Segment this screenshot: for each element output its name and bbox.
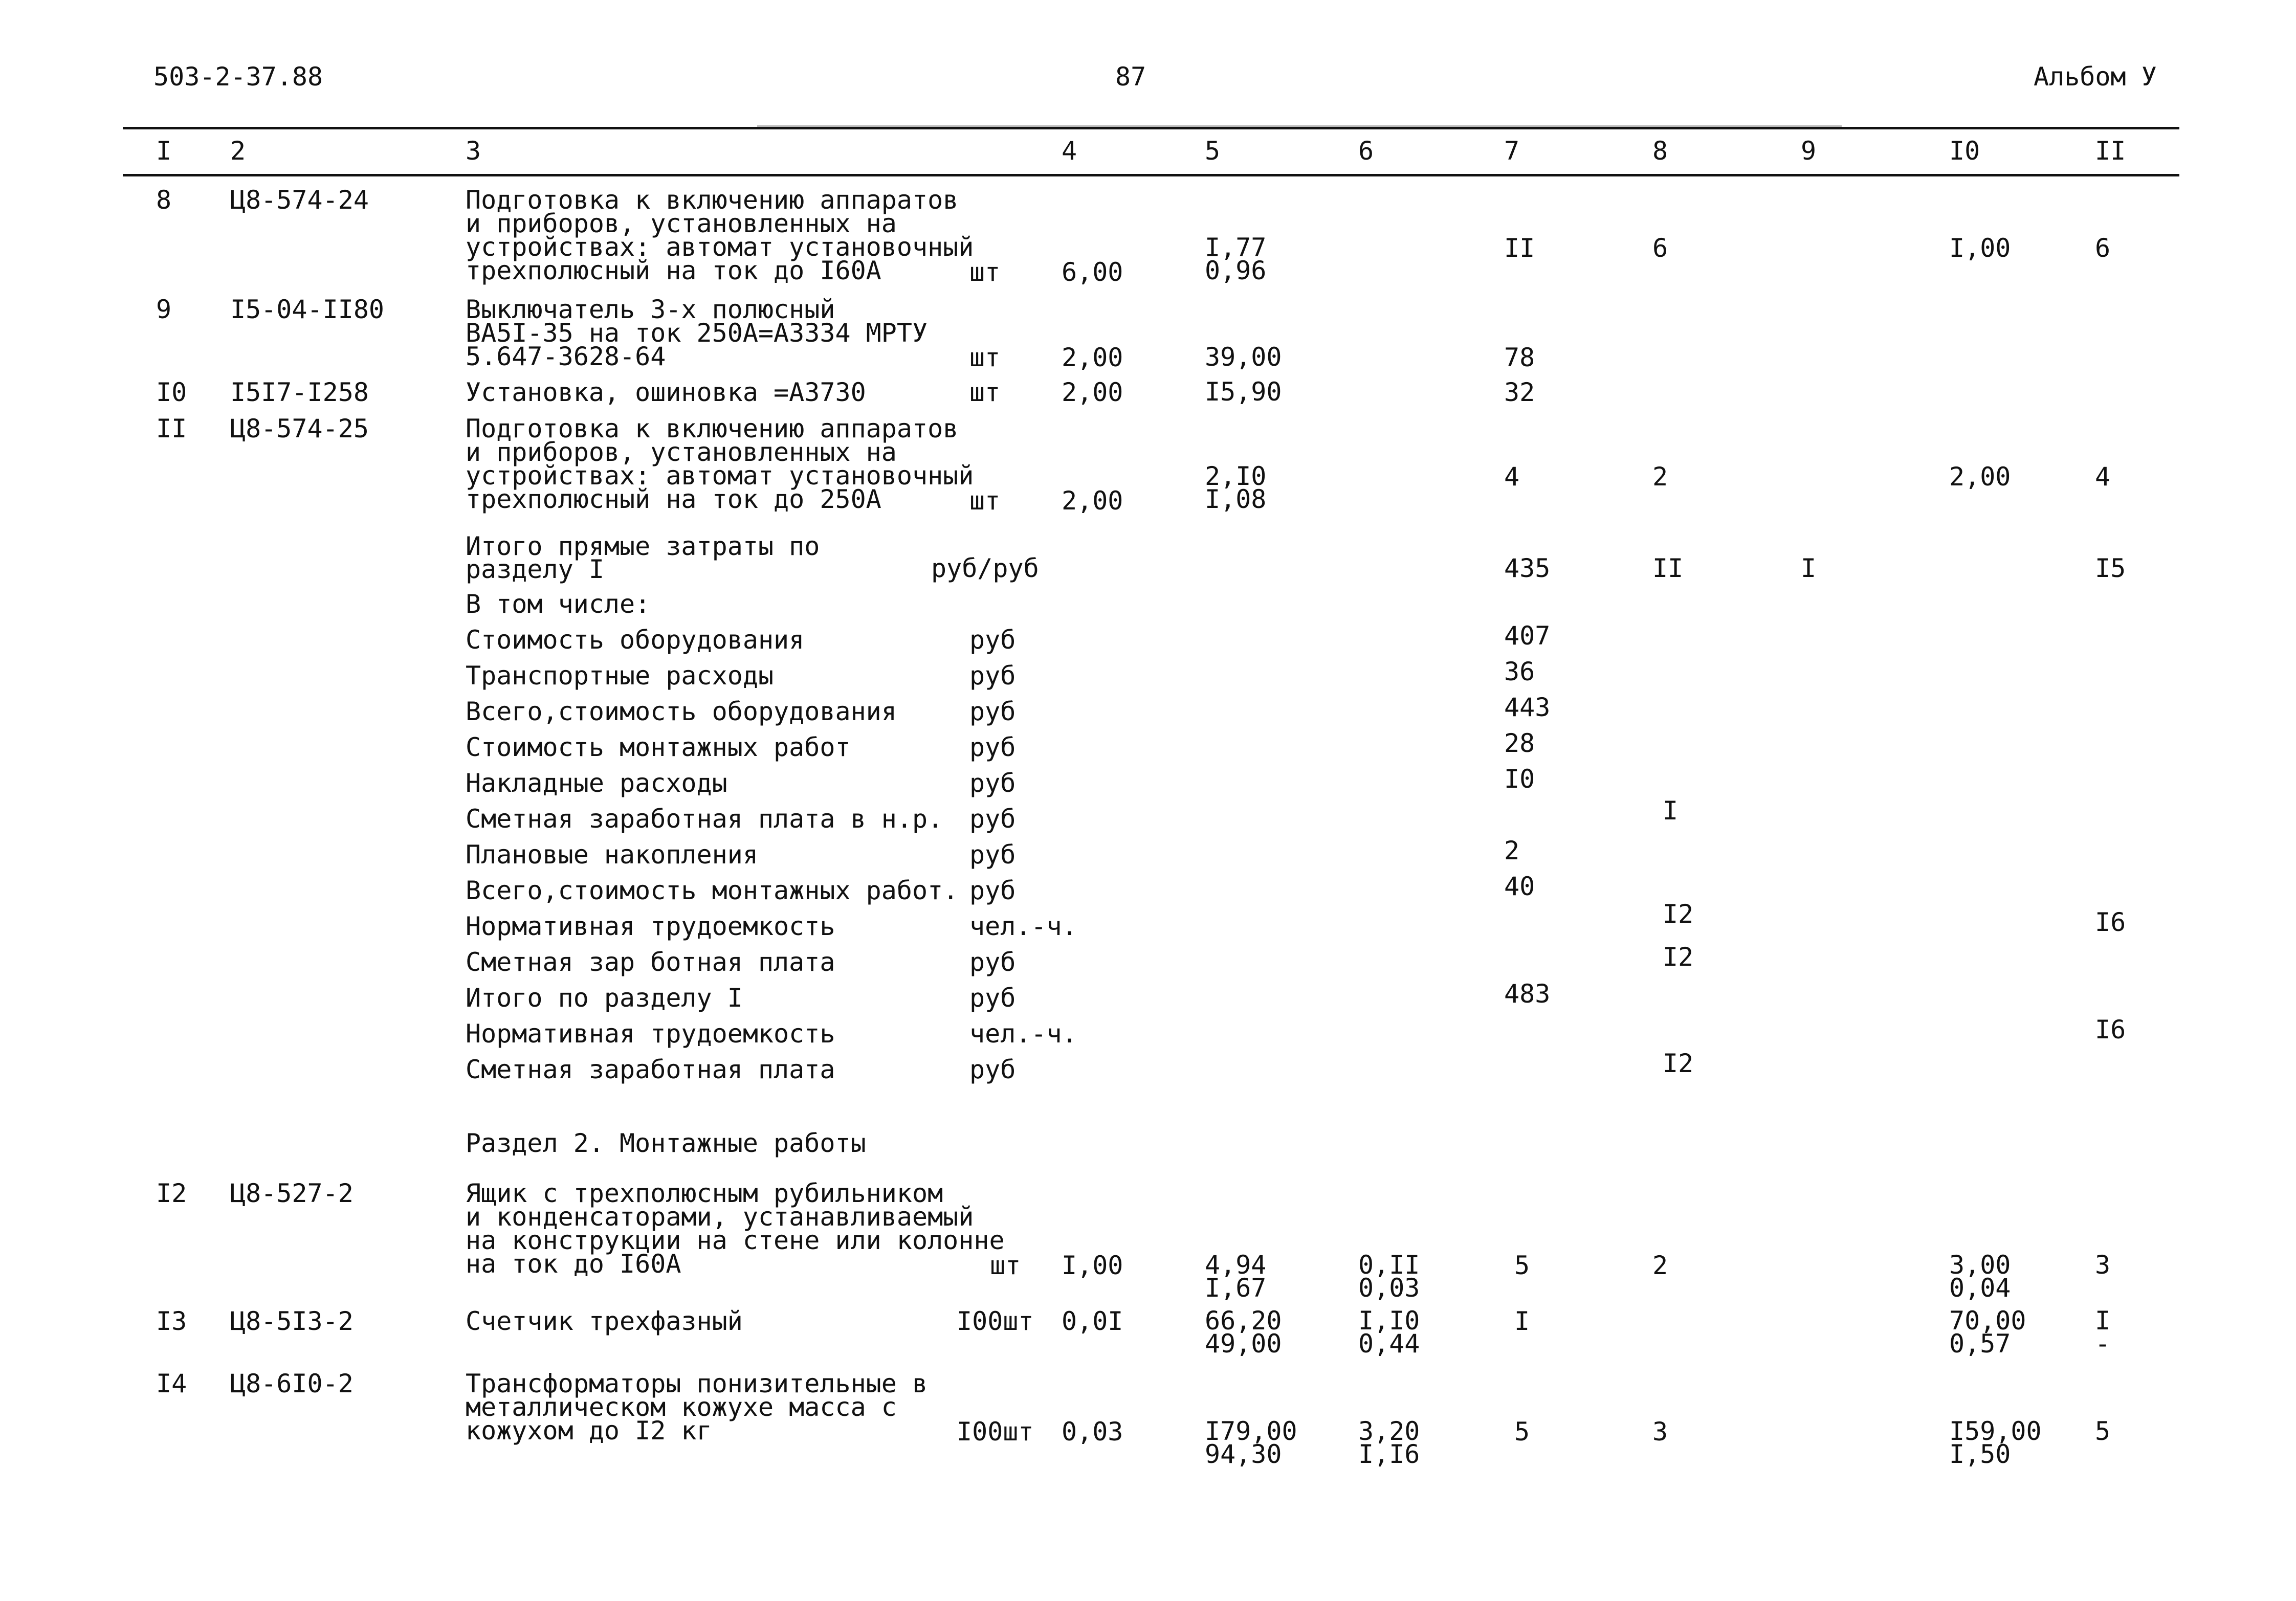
summary-label: Нормативная трудоемкость xyxy=(466,1019,835,1049)
totals-unit: руб/руб xyxy=(931,553,1039,583)
row-description: Ящик с трехполюсным рубильником и конденсаторами, устанавливаемый на конструкции на стене или колонне на ток до I60А xyxy=(466,1178,1005,1279)
row-col7: 78 xyxy=(1504,343,1535,372)
row-col10: I59,00 I,50 xyxy=(1949,1416,2042,1469)
row-col5: 66,20 49,00 xyxy=(1205,1306,1282,1359)
row-col5: 4,94 I,67 xyxy=(1205,1250,1267,1303)
including-label: В том числе: xyxy=(466,589,651,619)
row-col8: 6 xyxy=(1652,233,1668,263)
row-unit: шт xyxy=(969,486,1001,516)
row-description: Счетчик трехфазный xyxy=(466,1306,743,1336)
row-col5: I79,00 94,30 xyxy=(1205,1416,1297,1469)
summary-col11: I6 xyxy=(2095,907,2126,937)
summary-col8: I xyxy=(1663,796,1679,826)
row-code: I5-04-II80 xyxy=(230,295,385,324)
row-description: Трансформаторы понизительные в металлическом кожухе масса с кожухом до I2 кг xyxy=(466,1369,928,1446)
row-code: Ц8-527-2 xyxy=(230,1178,354,1208)
table-header-rule xyxy=(123,174,2179,176)
summary-col7: 2 xyxy=(1504,836,1520,865)
row-col11: 4 xyxy=(2095,462,2111,492)
row-code: I5I7-I258 xyxy=(230,377,369,407)
row-description: Выключатель 3-х полюсный ВА5I-35 на ток 250А=А3334 МРТУ 5.647-3628-64 xyxy=(466,295,928,371)
row-col10: 2,00 xyxy=(1949,462,2011,492)
summary-unit: чел.-ч. xyxy=(969,911,1077,941)
row-number: II xyxy=(156,414,187,443)
summary-label: Транспортные расходы xyxy=(466,661,774,691)
summary-unit: руб xyxy=(969,876,1016,905)
row-quantity: 2,00 xyxy=(1062,486,1123,516)
row-col7: 5 xyxy=(1514,1417,1530,1447)
summary-label: Накладные расходы xyxy=(466,768,727,798)
row-col8: 2 xyxy=(1652,462,1668,492)
summary-col8: I2 xyxy=(1663,942,1694,972)
summary-label: Итого по разделу I xyxy=(466,983,743,1013)
summary-label: Стоимость монтажных работ xyxy=(466,732,851,762)
row-number: I2 xyxy=(156,1178,187,1208)
column-header-11: II xyxy=(2095,136,2126,166)
row-col7: I xyxy=(1514,1306,1530,1336)
row-number: I3 xyxy=(156,1306,187,1336)
summary-unit: руб xyxy=(969,1055,1016,1084)
column-header-5: 5 xyxy=(1205,136,1221,166)
totals-title: Итого прямые затраты по разделу I xyxy=(466,531,820,584)
totals-col7: 435 xyxy=(1504,553,1551,583)
summary-label: Всего,стоимость оборудования xyxy=(466,697,897,726)
summary-label: Стоимость оборудования xyxy=(466,625,805,655)
row-quantity: 0,0I xyxy=(1062,1306,1123,1336)
row-number: I0 xyxy=(156,377,187,407)
summary-col7: 407 xyxy=(1504,621,1551,651)
summary-label: Сметная заработная плата xyxy=(466,1055,835,1084)
row-number: 9 xyxy=(156,295,172,324)
table-top-rule xyxy=(123,127,2179,129)
row-col6: 3,20 I,I6 xyxy=(1358,1416,1420,1469)
row-description: Подготовка к включению аппаратов и приборов, установленных на устройствах: автомат установочный трехполюсный на ток до 250А xyxy=(466,414,974,514)
summary-unit: чел.-ч. xyxy=(969,1019,1077,1049)
summary-unit: руб xyxy=(969,625,1016,655)
row-col11: 3 xyxy=(2095,1250,2111,1280)
page-number: 87 xyxy=(1115,62,1146,92)
row-number: I4 xyxy=(156,1369,187,1398)
row-col10: 70,00 0,57 xyxy=(1949,1306,2026,1359)
summary-col7: I0 xyxy=(1504,764,1535,794)
totals-col11: I5 xyxy=(2095,553,2126,583)
row-unit: I00шт xyxy=(957,1417,1034,1447)
totals-col9: I xyxy=(1801,553,1817,583)
summary-unit: руб xyxy=(969,947,1016,977)
row-unit: шт xyxy=(969,257,1001,287)
summary-unit: руб xyxy=(969,983,1016,1013)
summary-unit: руб xyxy=(969,804,1016,834)
row-col5: 2,I0 I,08 xyxy=(1205,461,1267,514)
row-col8: 2 xyxy=(1652,1251,1668,1280)
row-col6: 0,II 0,03 xyxy=(1358,1250,1420,1303)
summary-col8: I2 xyxy=(1663,1049,1694,1078)
section-2-heading: Раздел 2. Монтажные работы xyxy=(466,1128,866,1158)
row-col5: I,77 0,96 xyxy=(1205,233,1267,285)
summary-label: Всего,стоимость монтажных работ. xyxy=(466,876,959,905)
document-code: 503-2-37.88 xyxy=(153,62,323,92)
row-col11: 6 xyxy=(2095,233,2111,263)
summary-unit: руб xyxy=(969,661,1016,691)
column-header-10: I0 xyxy=(1949,136,1980,166)
summary-label: Плановые накопления xyxy=(466,840,758,870)
summary-unit: руб xyxy=(969,732,1016,762)
row-quantity: 6,00 xyxy=(1062,257,1123,287)
column-header-2: 2 xyxy=(230,136,246,166)
summary-label: Сметная зар ботная плата xyxy=(466,947,835,977)
row-quantity: 2,00 xyxy=(1062,343,1123,372)
row-col5: 39,00 xyxy=(1205,342,1282,372)
row-col10: 3,00 0,04 xyxy=(1949,1250,2011,1303)
row-col11: 5 xyxy=(2095,1416,2111,1446)
summary-label: Сметная заработная плата в н.р. xyxy=(466,804,943,834)
summary-col7: 28 xyxy=(1504,728,1535,758)
row-unit: шт xyxy=(969,343,1001,372)
row-code: Ц8-5I3-2 xyxy=(230,1306,354,1336)
row-col7: II xyxy=(1504,233,1535,263)
row-col11: I - xyxy=(2095,1306,2111,1359)
album-label: Альбом У xyxy=(2034,62,2157,92)
row-quantity: 0,03 xyxy=(1062,1417,1123,1447)
column-header-7: 7 xyxy=(1504,136,1520,166)
row-description: Установка, ошиновка =А3730 xyxy=(466,377,866,407)
row-col5: I5,90 xyxy=(1205,377,1282,407)
summary-label: Нормативная трудоемкость xyxy=(466,911,835,941)
row-col6: I,I0 0,44 xyxy=(1358,1306,1420,1359)
column-header-6: 6 xyxy=(1358,136,1374,166)
column-header-3: 3 xyxy=(466,136,481,166)
row-col7: 4 xyxy=(1504,462,1520,492)
row-description: Подготовка к включению аппаратов и приборов, установленных на устройствах: автомат установочный трехполюсный на ток до I60А xyxy=(466,185,974,285)
row-unit: I00шт xyxy=(957,1306,1034,1336)
totals-col8: II xyxy=(1652,553,1684,583)
summary-col7: 483 xyxy=(1504,979,1551,1009)
column-header-9: 9 xyxy=(1801,136,1817,166)
summary-col11: I6 xyxy=(2095,1015,2126,1044)
row-unit: шт xyxy=(990,1251,1021,1280)
summary-col8: I2 xyxy=(1663,899,1694,929)
row-number: 8 xyxy=(156,185,172,215)
column-header-8: 8 xyxy=(1652,136,1668,166)
row-col7: 5 xyxy=(1514,1251,1530,1280)
row-code: Ц8-574-24 xyxy=(230,185,369,215)
column-header-1: I xyxy=(156,136,172,166)
summary-col7: 40 xyxy=(1504,872,1535,901)
summary-unit: руб xyxy=(969,768,1016,798)
row-col7: 32 xyxy=(1504,377,1535,407)
row-col8: 3 xyxy=(1652,1417,1668,1447)
row-quantity: I,00 xyxy=(1062,1251,1123,1280)
row-code: Ц8-574-25 xyxy=(230,414,369,443)
summary-unit: руб xyxy=(969,840,1016,870)
summary-col7: 443 xyxy=(1504,693,1551,722)
summary-unit: руб xyxy=(969,697,1016,726)
summary-col7: 36 xyxy=(1504,657,1535,686)
row-col10: I,00 xyxy=(1949,233,2011,263)
row-quantity: 2,00 xyxy=(1062,377,1123,407)
column-header-4: 4 xyxy=(1062,136,1077,166)
row-code: Ц8-6I0-2 xyxy=(230,1369,354,1398)
row-unit: шт xyxy=(969,377,1001,407)
